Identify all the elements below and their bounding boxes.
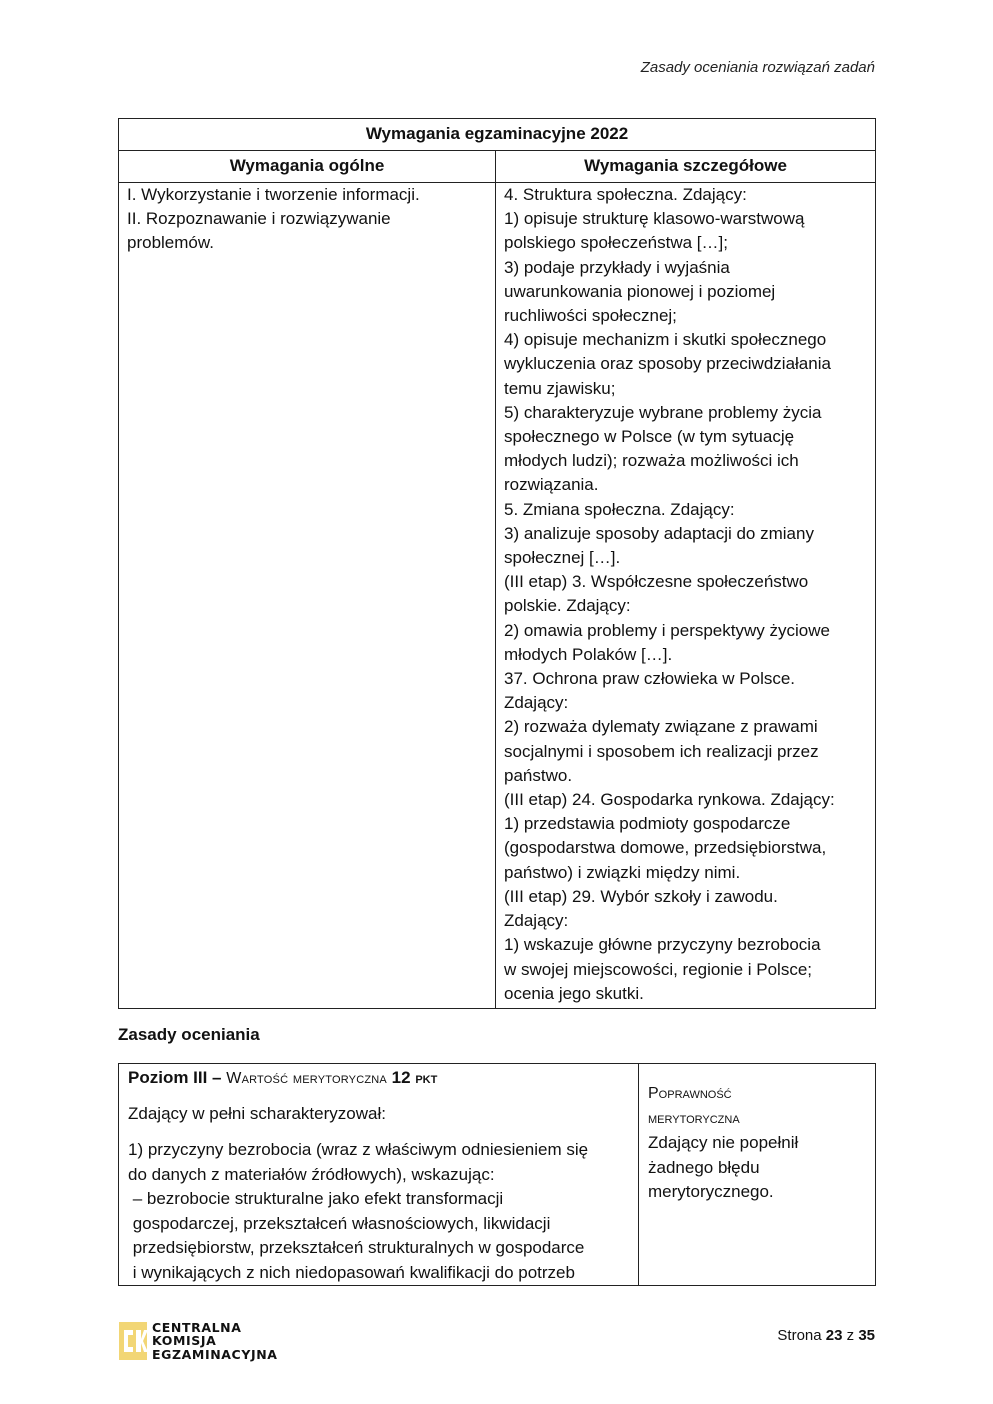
specific-line: 2) rozważa dylematy związane z prawami bbox=[504, 717, 818, 737]
level-points-unit: pkt bbox=[415, 1070, 438, 1087]
requirements-table bbox=[118, 118, 876, 1009]
specific-line: uwarunkowania pionowej i poziomej bbox=[504, 281, 776, 301]
logo-line: CENTRALNA bbox=[152, 1319, 242, 1335]
correctness-line: żadnego błędu bbox=[648, 1157, 760, 1177]
specific-line: (III etap) 24. Gospodarka rynkowa. Zdający: bbox=[504, 790, 835, 810]
logo-line: KOMISJA bbox=[152, 1333, 217, 1349]
specific-line: Zdający: bbox=[504, 911, 569, 931]
specific-line: ocenia jego skutki. bbox=[504, 983, 644, 1003]
specific-line: 37. Ochrona praw człowieka w Polsce. bbox=[504, 669, 796, 689]
specific-line: temu zjawisku; bbox=[504, 378, 616, 398]
page-prefix: Strona bbox=[777, 1327, 822, 1344]
correctness-line: merytorycznego. bbox=[648, 1182, 774, 1201]
specific-line: 4) opisuje mechanizm i skutki społecznego bbox=[504, 330, 827, 350]
specific-line: 3) analizuje sposoby adaptacji do zmiany bbox=[504, 523, 814, 543]
correctness-title-1: Poprawność bbox=[648, 1085, 732, 1102]
page-sep: z bbox=[846, 1327, 855, 1344]
specific-line: państwo. bbox=[504, 765, 573, 785]
correctness-title-2: merytoryczna bbox=[648, 1109, 740, 1127]
specific-line: młodych ludzi); rozważa możliwości ich bbox=[504, 451, 799, 471]
specific-line: 1) przedstawia podmioty gospodarcze bbox=[504, 814, 791, 834]
scoring-line: – bezrobocie strukturalne jako efekt transformacji bbox=[128, 1189, 504, 1208]
cke-logo bbox=[119, 1321, 278, 1361]
specific-line: w swojej miejscowości, regionie i Polsce; bbox=[504, 959, 813, 979]
cke-logo-mark-icon bbox=[119, 1322, 147, 1360]
specific-line: 5) charakteryzuje wybrane problemy życia bbox=[504, 402, 822, 422]
scoring-line: do danych z materiałów źródłowych), wskazując: bbox=[128, 1164, 495, 1184]
scoring-line: i wynikających z nich niedopasowań kwalifikacji do potrzeb bbox=[128, 1262, 575, 1282]
general-requirements-cell bbox=[119, 183, 496, 1009]
scoring-table bbox=[118, 1063, 876, 1286]
general-line: problemów. bbox=[127, 233, 214, 253]
cke-logo-text bbox=[152, 1321, 278, 1362]
specific-line: 4. Struktura społeczna. Zdający: bbox=[504, 185, 747, 204]
specific-line: polskiego społeczeństwa […]; bbox=[504, 233, 728, 253]
running-header: Zasady oceniania rozwiązań zadań bbox=[640, 59, 875, 76]
specific-line: Zdający: bbox=[504, 693, 569, 713]
specific-line: socjalnymi i sposobem ich realizacji przez bbox=[504, 741, 819, 761]
correctness-cell bbox=[639, 1064, 876, 1286]
specific-line: 2) omawia problemy i perspektywy życiowe bbox=[504, 620, 830, 640]
requirements-title: Wymagania egzaminacyjne 2022 bbox=[119, 119, 876, 151]
specific-line: 5. Zmiana społeczna. Zdający: bbox=[504, 499, 735, 519]
specific-line: ruchliwości społecznej; bbox=[504, 306, 677, 326]
specific-line: państwo) i związki między nimi. bbox=[504, 862, 741, 882]
general-line: II. Rozpoznawanie i rozwiązywanie bbox=[127, 209, 391, 229]
level-points: 12 bbox=[391, 1068, 411, 1087]
specific-line: 1) opisuje strukturę klasowo-warstwową bbox=[504, 209, 805, 229]
col-header-specific: Wymagania szczegółowe bbox=[496, 151, 876, 183]
specific-line: wykluczenia oraz sposoby przeciwdziałania bbox=[504, 354, 831, 374]
level-label: Poziom III – bbox=[128, 1068, 222, 1087]
specific-line: 1) wskazuje główne przyczyny bezrobocia bbox=[504, 935, 821, 955]
specific-requirements-cell bbox=[496, 183, 876, 1009]
level-heading bbox=[128, 1066, 629, 1092]
correctness-line: Zdający nie popełnił bbox=[648, 1133, 799, 1152]
page-current: 23 bbox=[825, 1327, 843, 1344]
specific-line: (III etap) 29. Wybór szkoły i zawodu. bbox=[504, 886, 778, 906]
col-header-general: Wymagania ogólne bbox=[119, 151, 496, 183]
page-number bbox=[777, 1327, 875, 1344]
specific-line: społecznego w Polsce (w tym sytuację bbox=[504, 427, 795, 447]
general-line: I. Wykorzystanie i tworzenie informacji. bbox=[127, 185, 420, 204]
specific-line: młodych Polaków […]. bbox=[504, 644, 673, 664]
scoring-heading: Zasady oceniania bbox=[118, 1025, 260, 1044]
specific-line: rozwiązania. bbox=[504, 475, 599, 495]
level-category: Wartość merytoryczna bbox=[226, 1070, 387, 1087]
scoring-line: gospodarczej, przekształceń własnościowych, likwidacji bbox=[128, 1213, 551, 1233]
scoring-criteria-cell bbox=[119, 1064, 639, 1286]
specific-line: 3) podaje przykłady i wyjaśnia bbox=[504, 257, 730, 277]
scoring-line: 1) przyczyny bezrobocia (wraz z właściwym odniesieniem się bbox=[128, 1140, 589, 1159]
scoring-line: przedsiębiorstw, przekształceń strukturalnych w gospodarce bbox=[128, 1238, 585, 1257]
specific-line: polskie. Zdający: bbox=[504, 596, 631, 616]
page-total: 35 bbox=[858, 1327, 875, 1344]
scoring-intro: Zdający w pełni scharakteryzował: bbox=[128, 1103, 386, 1123]
specific-line: (gospodarstwa domowe, przedsiębiorstwa, bbox=[504, 838, 827, 858]
specific-line: społecznej […]. bbox=[504, 548, 621, 568]
specific-line: (III etap) 3. Współczesne społeczeństwo bbox=[504, 572, 809, 592]
logo-line: EGZAMINACYJNA bbox=[152, 1346, 278, 1362]
